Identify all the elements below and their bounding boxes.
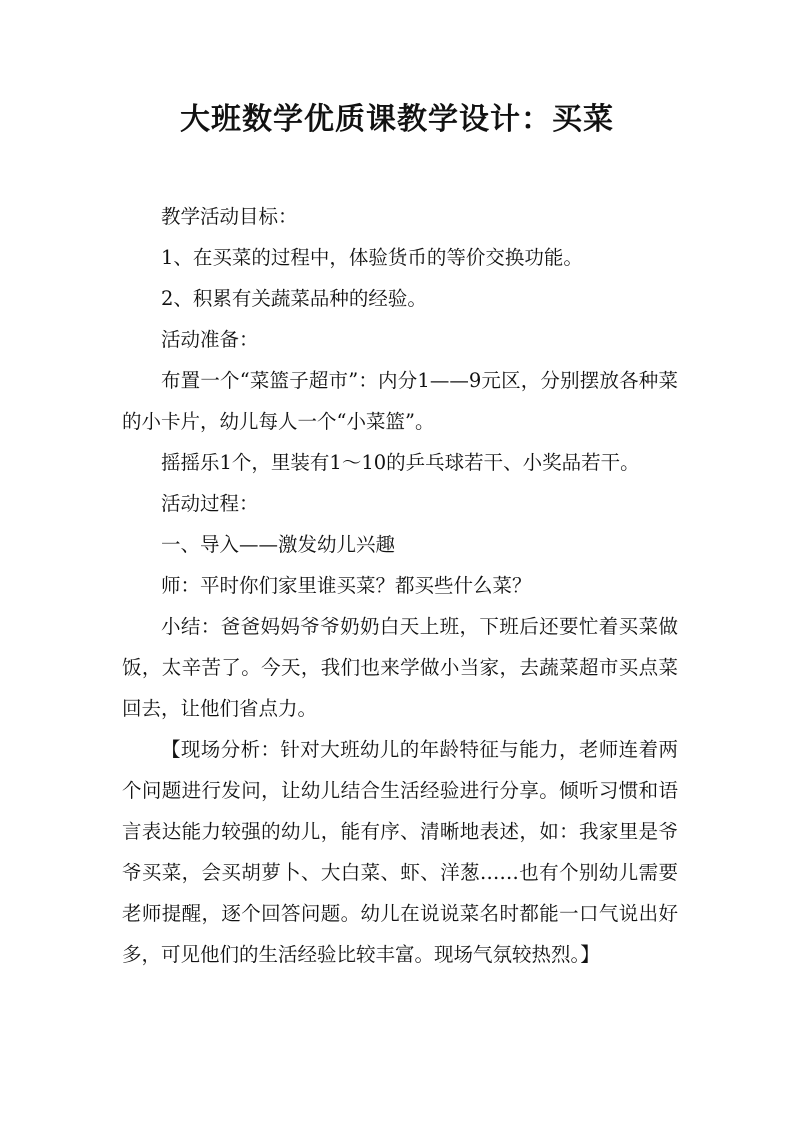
paragraph-preparation-1: 布置一个“菜篮子超市”：内分1——9元区，分别摆放各种菜的小卡片，幼儿每人一个“小菜篮”。	[122, 369, 678, 433]
paragraph-step-1-heading: 一、导入——激发幼儿兴趣	[161, 533, 396, 556]
paragraph-summary: 小结：爸爸妈妈爷爷奶奶白天上班，下班后还要忙着买菜做饭，太辛苦了。今天，我们也来学做小当家，去蔬菜超市买点菜回去，让他们省点力。	[122, 615, 678, 720]
paragraph-objectives-heading: 教学活动目标：	[161, 205, 298, 228]
paragraph-teacher-question: 师：平时你们家里谁买菜？都买些什么菜？	[161, 574, 532, 597]
paragraph-preparation-heading: 活动准备：	[161, 328, 259, 351]
document-body	[122, 196, 678, 975]
paragraph-objective-1: 1、在买菜的过程中，体验货币的等价交换功能。	[161, 246, 583, 269]
page-title: 大班数学优质课教学设计：买菜	[180, 102, 614, 137]
paragraph-process-heading: 活动过程：	[161, 492, 259, 515]
paragraph-objective-2: 2、积累有关蔬菜品种的经验。	[161, 287, 427, 310]
paragraph-preparation-2: 摇摇乐1个，里装有1～10的乒乓球若干、小奖品若干。	[161, 451, 640, 474]
paragraph-field-analysis: 【现场分析：针对大班幼儿的年龄特征与能力，老师连着两个问题进行发问，让幼儿结合生活经验进行分享。倾听习惯和语言表达能力较强的幼儿，能有序、清晰地表述，如：我家里是爷爷买菜，会买胡萝卜、大白菜、虾、洋葱……也有个别幼儿需要老师提醒，逐个回答问题。幼儿在说说菜名时都能一口气说出好多，可见他们的生活经验比较丰富。现场气氛较热烈。】	[122, 738, 678, 966]
